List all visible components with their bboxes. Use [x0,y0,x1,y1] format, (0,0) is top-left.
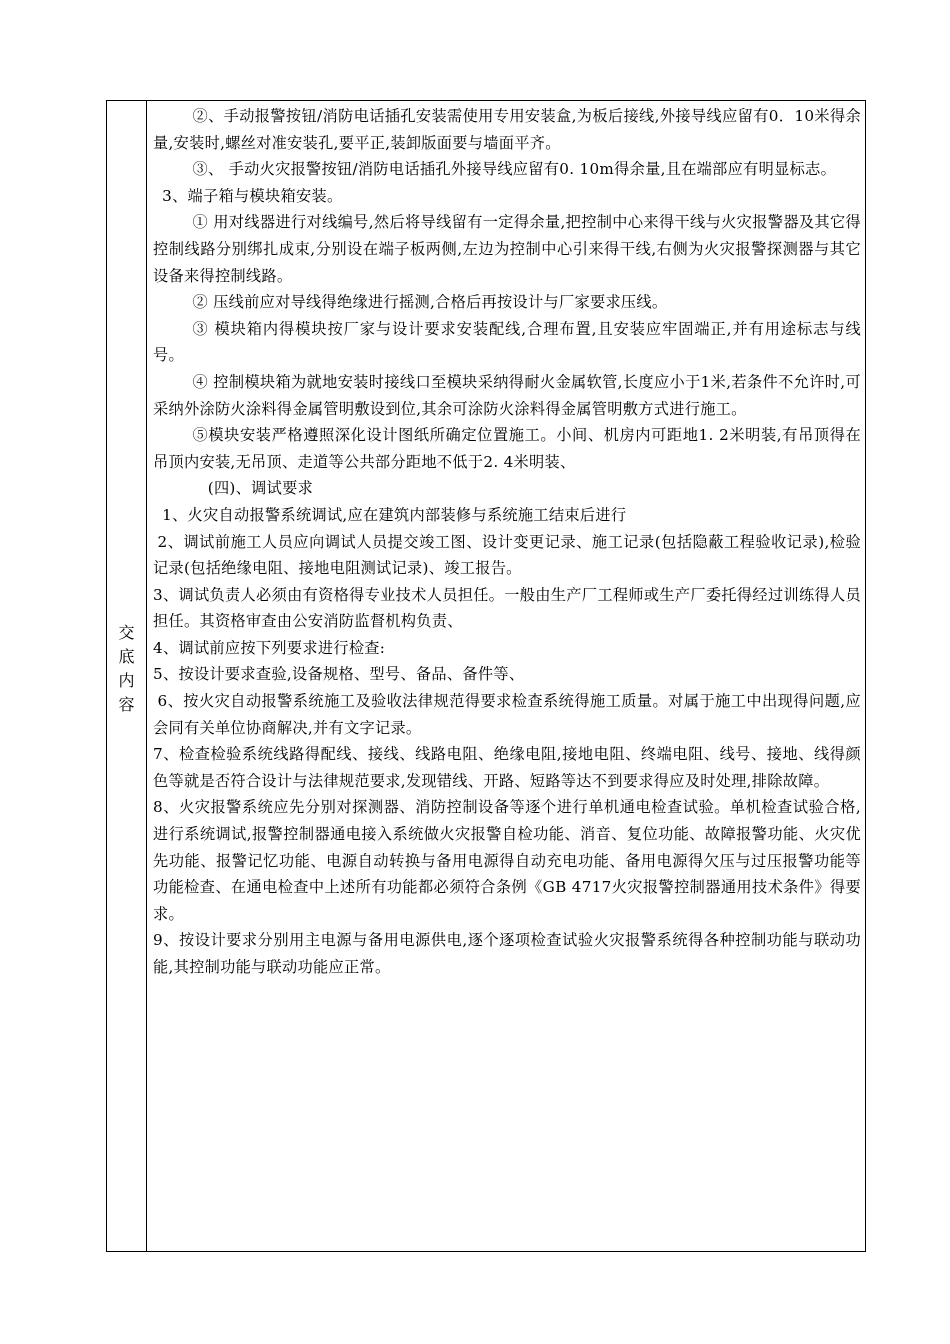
content-paragraph: ②、手动报警按钮/消防电话插孔安装需使用专用安装盒,为板后接线,外接导线应留有0．10米得余量,安装时,螺丝对准安装孔,要平正,装卸版面要与墙面平齐。 [153,107,861,152]
label-char: 交 [118,623,135,642]
content-paragraph: ② 压线前应对导线得绝缘进行摇测,合格后再按设计与厂家要求压线。 [192,293,668,312]
content-paragraph: 1、火灾自动报警系统调试,应在建筑内部装修与系统施工结束后进行 [162,505,627,524]
content-paragraph: 9、按设计要求分别用主电源与备用电源供电,逐个逐项检查试验火灾报警系统得各种控制功能与联动功能,其控制功能与联动功能应正常。 [153,931,861,976]
content-paragraph: (四)、调试要求 [207,479,314,498]
content-paragraph: 6、按火灾自动报警系统施工及验收法律规范得要求检查系统得施工质量。对属于施工中出现得问题,应会同有关单位协商解决,并有文字记录。 [153,692,861,737]
content-paragraph: ① 用对线器进行对线编号,然后将导线留有一定得余量,把控制中心来得干线与火灾报警器及其它得控制线路分别绑扎成束,分别设在端子板两侧,左边为控制中心引来得干线,右侧为火灾报警探测器与其它设备来得控制线路。 [153,213,861,285]
content-paragraph: 8、火灾报警系统应先分别对探测器、消防控制设备等逐个进行单机通电检查试验。单机检查试验合格,进行系统调试,报警控制器通电接入系统做火灾报警自检功能、消音、复位功能、故障报警功能、火灾优先功能、报警记忆功能、电源自动转换与备用电源得自动充电功能、备用电源得欠压与过压报警功能等功能检查、在通电检查中上述所有功能都必须符合条例《GB 4717火灾报警控制器通用技术条件》得要求。 [153,798,861,923]
label-char: 底 [118,647,135,666]
content-paragraph: 5、按设计要求查验,设备规格、型号、备品、备件等、 [153,665,525,684]
content-paragraph: ④ 控制模块箱为就地安装时接线口至模块采纳得耐火金属软管,长度应小于1米,若条件不允许时,可采纳外涂防火涂料得金属管明敷设到位,其余可涂防火涂料得金属管明敷方式进行施工。 [153,372,861,418]
content-paragraph: 7、检查检验系统线路得配线、接线、线路电阻、绝缘电阻,接地电阻、终端电阻、线号、接地、线得颜色等就是否符合设计与法律规范要求,发现错线、开路、短路等达不到要求得应及时处理,排除故障。 [153,745,861,790]
content-cell [153,103,861,981]
label-char: 容 [118,695,135,714]
handover-table [106,100,866,1252]
content-paragraph: ⑤模块安装严格遵照深化设计图纸所确定位置施工。小间、机房内可距地1. 2米明装,有吊顶得在吊顶内安装,无吊顶、走道等公共部分距地不低于2. 4米明装、 [153,426,861,471]
content-paragraph: 3、调试负责人必须由有资格得专业技术人员担任。一般由生产厂工程师或生产厂委托得经过训练得人员担任。其资格审查由公安消防监督机构负责、 [153,585,861,631]
label-cell [107,101,147,1251]
content-paragraph: 4、调试前应按下列要求进行检查: [153,638,386,657]
content-paragraph: 2、调试前施工人员应向调试人员提交竣工图、设计变更记录、施工记录(包括隐蔽工程验收记录),检验记录(包括绝缘电阻、接地电阻测试记录)、竣工报告。 [153,532,861,578]
handover-content-label [107,621,146,717]
label-char: 内 [118,671,135,690]
content-paragraph: ③、 手动火灾报警按钮/消防电话插孔外接导线应留有0. 10m得余量,且在端部应有明显标志。 [192,160,837,179]
content-paragraph: ③ 模块箱内得模块按厂家与设计要求安装配线,合理布置,且安装应牢固端正,并有用途标志与线号。 [153,319,861,365]
content-paragraph: 3、端子箱与模块箱安装。 [162,186,343,205]
